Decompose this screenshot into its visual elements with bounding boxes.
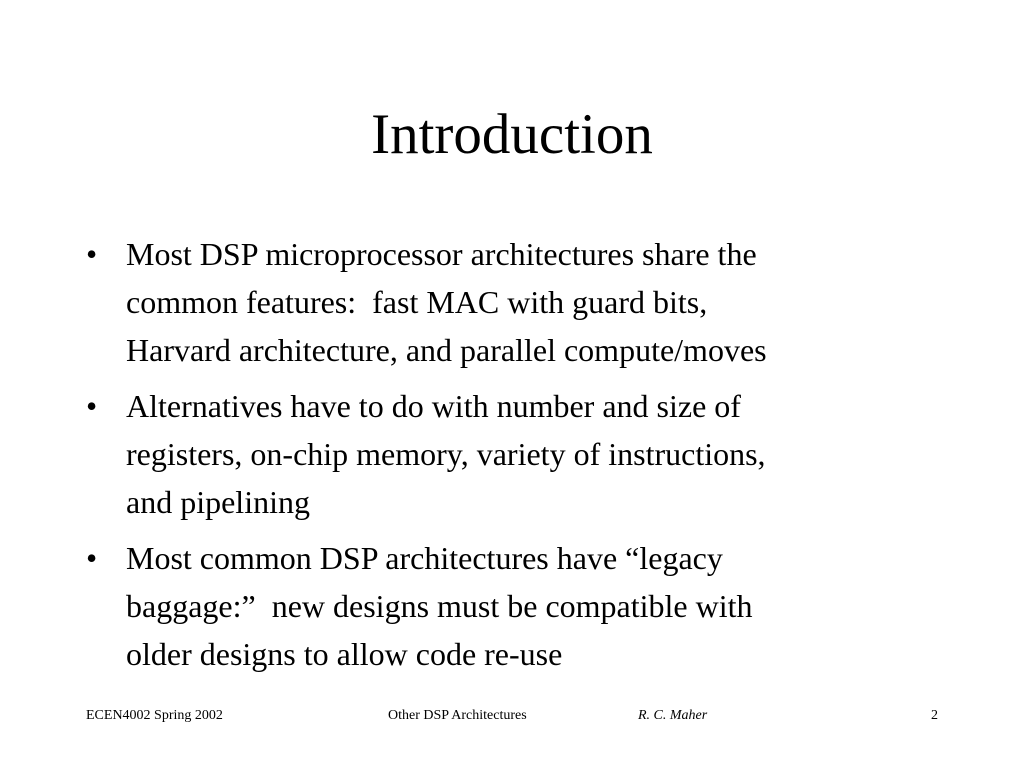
bullet-line: baggage:” new designs must be compatible with bbox=[126, 588, 753, 624]
bullet-line: older designs to allow code re-use bbox=[126, 636, 563, 672]
footer-page-number: 2 bbox=[931, 708, 938, 723]
bullet-line: common features: fast MAC with guard bits, bbox=[126, 284, 708, 320]
footer-topic: Other DSP Architectures bbox=[388, 708, 527, 723]
bullet-line: registers, on-chip memory, variety of instructions, bbox=[126, 436, 766, 472]
bullet-icon: • bbox=[86, 388, 98, 424]
bullet-line: and pipelining bbox=[126, 484, 310, 520]
bullet-line: Most common DSP architectures have “legacy bbox=[126, 540, 723, 576]
bullet-line: Most DSP microprocessor architectures share the bbox=[126, 236, 757, 272]
bullet-list bbox=[86, 230, 946, 686]
bullet-line: Harvard architecture, and parallel compute/moves bbox=[126, 332, 767, 368]
footer-course: ECEN4002 Spring 2002 bbox=[86, 708, 223, 723]
bullet-icon: • bbox=[86, 236, 98, 272]
bullet-icon: • bbox=[86, 540, 98, 576]
bullet-item bbox=[86, 230, 946, 374]
bullet-item bbox=[86, 534, 946, 678]
bullet-item bbox=[86, 382, 946, 526]
footer-author: R. C. Maher bbox=[638, 708, 708, 723]
bullet-line: Alternatives have to do with number and size of bbox=[126, 388, 741, 424]
slide-title: Introduction bbox=[371, 103, 653, 166]
